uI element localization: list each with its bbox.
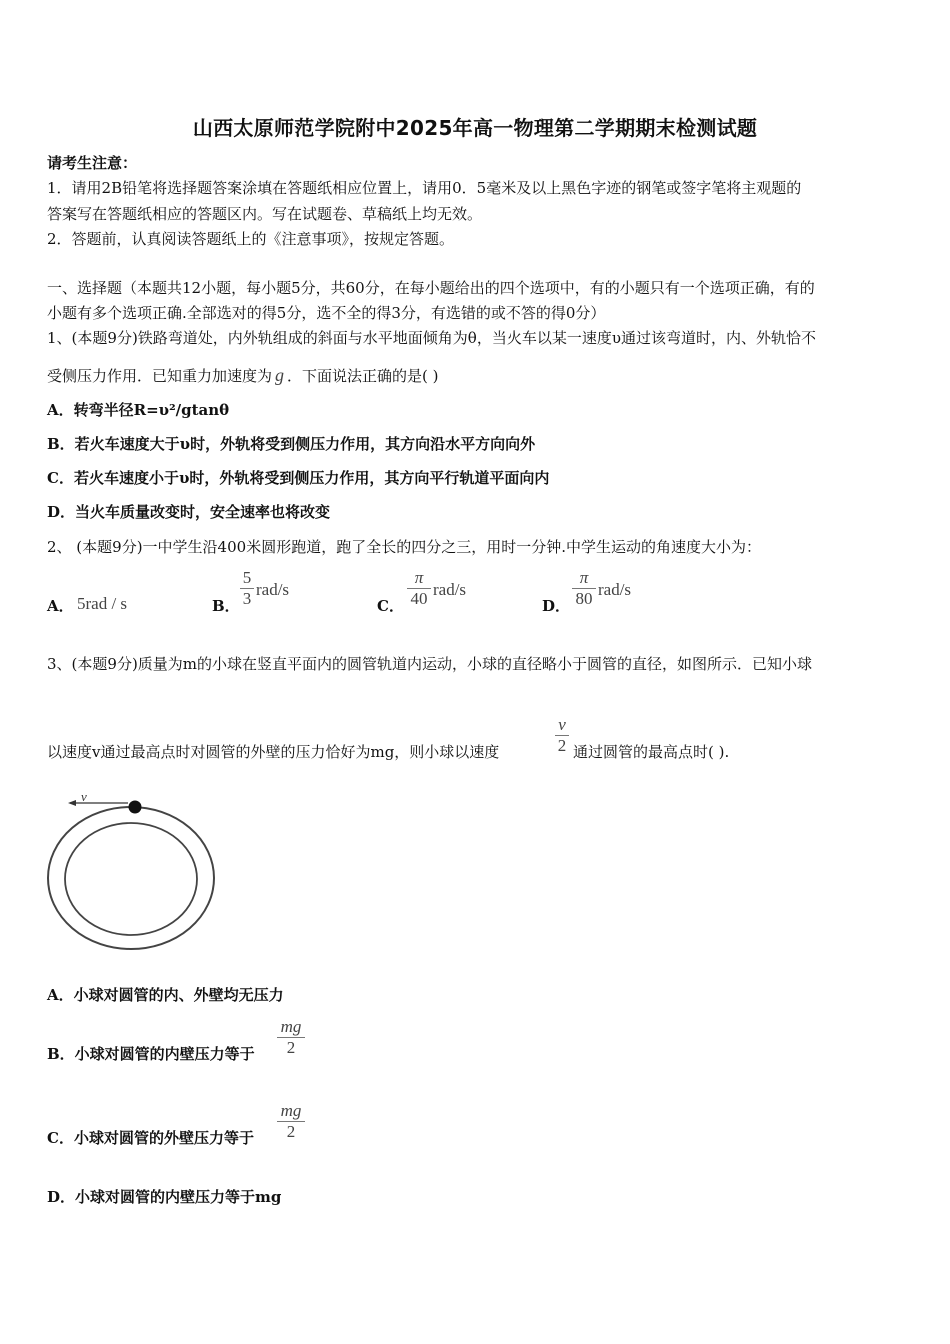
question-2-stem: 2、 (本题9分)一中学生沿400米圆形跑道，跑了全长的四分之三，用时一分钟.中学生运动的角速度大小为： [47,538,761,556]
fraction-denominator: 2 [286,1122,296,1141]
section-instructions-line-2: 小题有多个选项正确.全部选对的得5分，选不全的得3分，有选错的或不答的得0分） [47,304,606,322]
notice-item-2: 2．答题前，认真阅读答题纸上的《注意事项》，按规定答题。 [47,230,455,248]
gravity-symbol: g [275,365,285,385]
question-3-stem-line-1: 3、(本题9分)质量为m的小球在竖直平面内的圆管轨道内运动，小球的直径略小于圆管的直径，如图所示．已知小球 [47,655,813,673]
outer-tube-wall [48,807,214,949]
notice-heading: 请考生注意： [47,154,138,172]
question-2-option-d-unit: rad/s [598,580,632,599]
question-1-option-d: D．当火车质量改变时，安全速率也将改变 [47,503,331,521]
question-3-option-d: D．小球对圆管的内壁压力等于mg [47,1188,282,1206]
velocity-label: v [81,789,87,804]
question-2-option-b-label: B． [212,597,240,615]
fraction-denominator: 3 [242,589,252,608]
fraction-denominator: 2 [557,736,567,755]
question-3-option-b-text: B．小球对圆管的内壁压力等于 [47,1045,255,1063]
question-1-option-a: A．转弯半径R=υ²/gtanθ [47,401,230,419]
question-3-stem-line-2a: 以速度v通过最高点时对圆管的外壁的压力恰好为mg，则小球以速度 [47,743,500,761]
question-2-option-c-unit: rad/s [433,580,467,599]
question-1-option-c: C．若火车速度小于υ时，外轨将受到侧压力作用，其方向平行轨道平面向内 [47,469,550,487]
question-3-option-c-text: C．小球对圆管的外壁压力等于 [47,1129,254,1147]
question-1-stem-line-2 [47,365,439,386]
question-3-speed-fraction [555,716,569,755]
question-2-option-c-fraction [407,569,431,608]
fraction-denominator: 80 [575,589,593,608]
page-title: 山西太原师范学院附中2025年高一物理第二学期期末检测试题 [192,116,758,140]
inner-tube-wall [65,823,197,935]
fraction-denominator: 40 [410,589,428,608]
question-3-option-a: A．小球对圆管的内、外壁均无压力 [47,986,284,1004]
question-2-option-a-value: 5rad / s [77,594,128,613]
fraction-numerator: π [414,568,424,587]
question-2-option-c-label: C． [377,597,404,615]
fraction-numerator: 5 [242,568,252,587]
question-2-option-b-unit: rad/s [256,580,290,599]
fraction-numerator: mg [280,1017,302,1036]
question-3-option-b-fraction [277,1018,305,1057]
velocity-arrowhead [68,800,76,806]
fraction-numerator: v [558,715,566,734]
circular-tube-figure [40,788,225,958]
section-instructions-line-1: 一、选择题（本题共12小题，每小题5分，共60分，在每小题给出的四个选项中，有的小题只有一个选项正确，有的 [47,279,815,297]
question-2-option-d-fraction [572,569,596,608]
question-3-stem-line-2b: 通过圆管的最高点时( ). [573,743,730,761]
ball [129,801,142,814]
fraction-numerator: π [579,568,589,587]
question-1-stem-line-1: 1、(本题9分)铁路弯道处，内外轨组成的斜面与水平地面倾角为θ，当火车以某一速度υ通过该弯道时，内、外轨恰不 [47,329,816,347]
question-2-option-d-label: D． [542,597,571,615]
notice-item-1-line-2: 答案写在答题纸相应的答题区内。写在试题卷、草稿纸上均无效。 [47,205,483,223]
fraction-numerator: mg [280,1101,302,1120]
question-1-stem-text-b: ．下面说法正确的是( ) [287,367,439,385]
question-1-stem-text-a: 受侧压力作用．已知重力加速度为 [47,367,273,385]
notice-item-1-line-1: 1．请用2B铅笔将选择题答案涂填在答题纸相应位置上，请用0．5毫米及以上黑色字迹的钢笔或签字笔将主观题的 [47,179,802,197]
question-2-option-a-label: A． [47,597,74,615]
question-1-option-b: B．若火车速度大于υ时，外轨将受到侧压力作用，其方向沿水平方向向外 [47,435,536,453]
fraction-denominator: 2 [286,1038,296,1057]
question-3-option-c-fraction [277,1102,305,1141]
question-2-option-b-fraction [240,569,254,608]
